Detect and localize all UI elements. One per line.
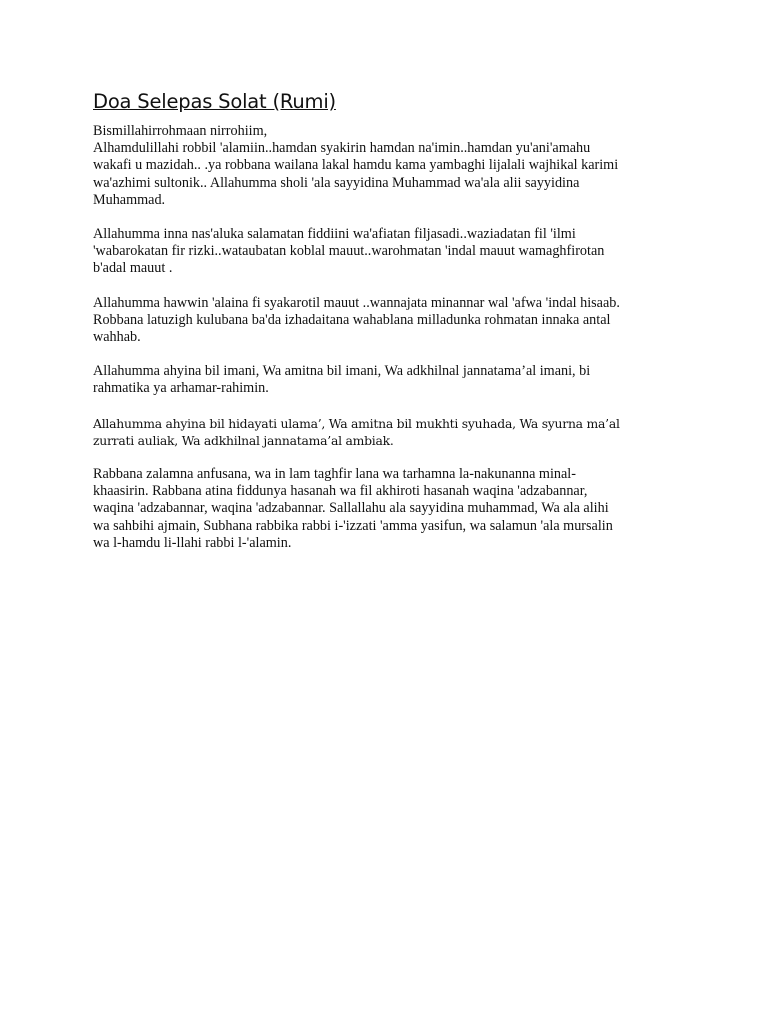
paragraph-imani — [93, 363, 653, 397]
paragraph-line: Rabbana zalamna anfusana, wa in lam taghfir lana wa tarhamna la-nakunanna minal- — [93, 466, 576, 483]
paragraph-hidayati — [93, 415, 653, 449]
paragraph-line: 'wabarokatan fir rizki..wataubatan koblal mauut..warohmatan 'indal mauut wamaghfirotan — [93, 243, 605, 260]
paragraph-hawwin — [93, 295, 653, 347]
document-page — [93, 90, 653, 569]
paragraph-line: wa l-hamdu li-llahi rabbi l-'alamin. — [93, 534, 292, 551]
paragraph-line: waqina 'adzabannar, waqina 'adzabannar. Sallallahu ala sayyidina muhammad, Wa ala alihi — [93, 500, 609, 517]
paragraph-line: wa'azhimi sultonik.. Allahumma sholi 'ala sayyidina Muhammad wa'ala alii sayyidina — [93, 174, 580, 191]
paragraph-line: b'adal mauut . — [93, 260, 173, 277]
paragraph-line: Robbana latuzigh kulubana ba'da izhadaitana wahablana milladunka rohmatan innaka antal — [93, 311, 611, 328]
paragraph-line: rahmatika ya arhamar-rahimin. — [93, 380, 269, 397]
paragraph-line: Alhamdulillahi robbil 'alamiin..hamdan syakirin hamdan na'imin..hamdan yu'ani'amahu — [93, 140, 591, 157]
paragraph-line: wakafi u mazidah.. .ya robbana wailana lakal hamdu kama yambaghi lijalali wajhikal karimi — [93, 157, 619, 174]
paragraph-line: Allahumma ahyina bil imani, Wa amitna bil imani, Wa adkhilnal jannatama’al imani, bi — [93, 363, 591, 380]
paragraph-line: Allahumma ahyina bil hidayati ulama’, Wa amitna bil mukhti syuhada, Wa syurna ma’al — [93, 415, 620, 431]
paragraph-line: Allahumma inna nas'aluka salamatan fiddiini wa'afiatan filjasadi..waziadatan fil 'ilmi — [93, 226, 576, 243]
paragraph-line: khaasirin. Rabbana atina fiddunya hasanah wa fil akhiroti hasanah waqina 'adzabannar, — [93, 483, 588, 500]
paragraph-salamatan — [93, 226, 653, 278]
paragraph-line: wahhab. — [93, 329, 141, 346]
paragraph-line: Muhammad. — [93, 191, 166, 208]
paragraph-line: Bismillahirrohmaan nirrohiim, — [93, 123, 268, 139]
paragraph-line: wa sahbihi ajmain, Subhana rabbika rabbi i-'izzati 'amma yasifun, wa salamun 'ala mursalin — [93, 517, 613, 534]
paragraph-rabbana — [93, 466, 653, 552]
paragraph-line: zurrati auliak, Wa adkhilnal jannatama’al ambiak. — [93, 432, 394, 448]
paragraph-opening — [93, 123, 653, 209]
paragraph-line: Allahumma hawwin 'alaina fi syakarotil mauut ..wannajata minannar wal 'afwa 'indal hisaab. — [93, 294, 620, 311]
document-title: Doa Selepas Solat (Rumi) — [93, 90, 336, 113]
